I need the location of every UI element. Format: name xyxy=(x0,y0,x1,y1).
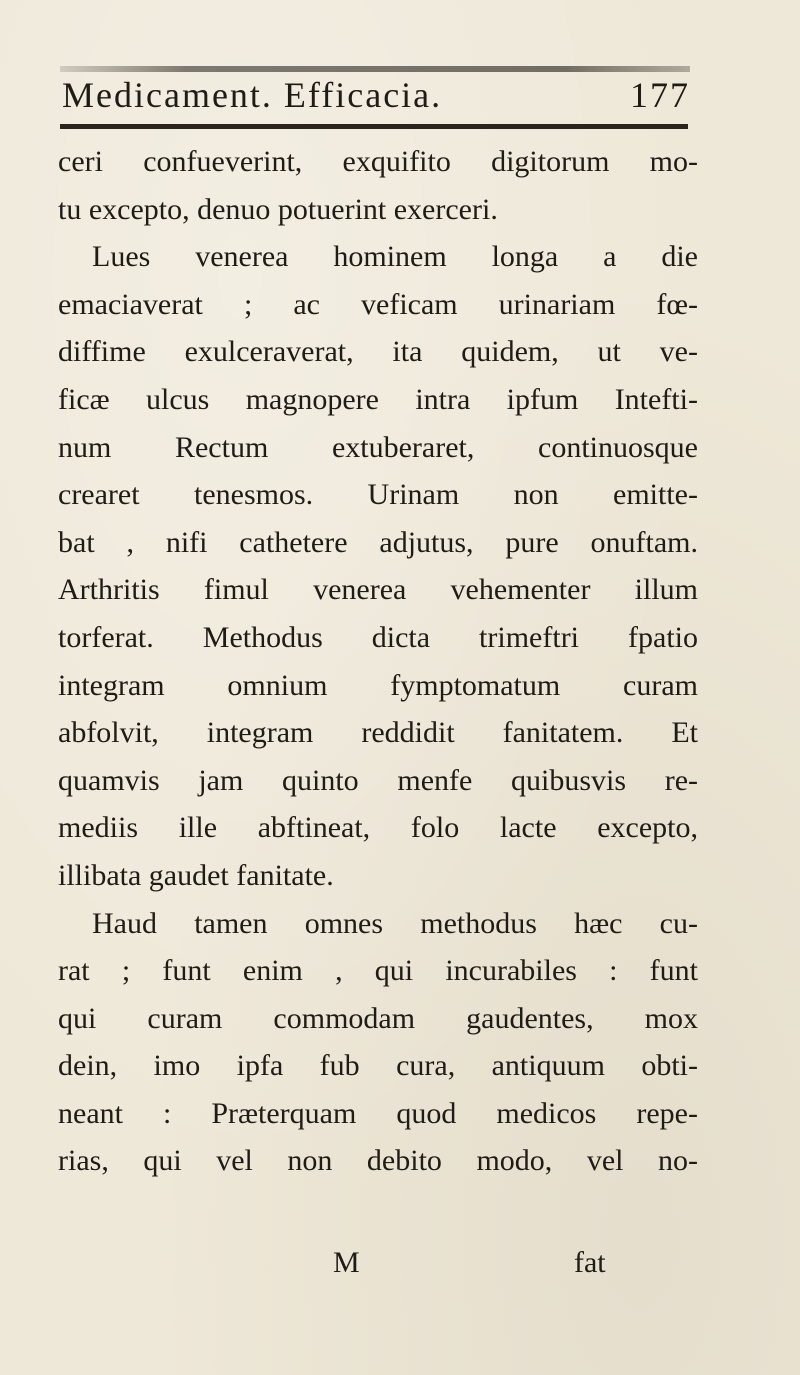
paragraph-end-line: illibata gaudet fanitate. xyxy=(58,858,334,892)
catchword: fat xyxy=(574,1246,606,1279)
text-line: integram omnium fymptomatum curam xyxy=(58,668,698,702)
text-line: diffime exulceraverat, ita quidem, ut ve- xyxy=(58,335,698,369)
text-line: abfolvit, integram reddidit fanitatem. Et xyxy=(58,716,698,750)
text-line: bat , nifi cathetere adjutus, pure onuftam. xyxy=(58,525,698,559)
text-line: rat ; funt enim , qui incurabiles : funt xyxy=(58,954,698,988)
paragraph-start-line: Lues venerea hominem longa a die xyxy=(92,240,698,274)
text-line: dein, imo ipfa fub cura, antiquum obti- xyxy=(58,1049,698,1083)
signature-mark: M xyxy=(333,1246,360,1279)
text-line: emaciaverat ; ac veficam urinariam fœ- xyxy=(58,287,698,321)
top-decorative-rule xyxy=(60,66,690,72)
text-line: ceri confueverint, exquifito digitorum mo- xyxy=(58,145,698,178)
header-rule xyxy=(60,124,688,129)
text-line: Arthritis fimul venerea vehementer illum xyxy=(58,573,698,607)
body-text xyxy=(58,138,698,1185)
text-line: tu excepto, denuo potuerint exerceri. xyxy=(58,192,498,226)
text-line: crearet tenesmos. Urinam non emitte- xyxy=(58,478,698,512)
text-line: mediis ille abftineat, folo lacte excepto, xyxy=(58,811,698,845)
text-line: quamvis jam quinto menfe quibusvis re- xyxy=(58,763,698,797)
text-line: torferat. Methodus dicta trimeftri fpatio xyxy=(58,620,698,654)
text-line: num Rectum extuberaret, continuosque xyxy=(58,430,698,464)
text-line: ficæ ulcus magnopere intra ipfum Intefti- xyxy=(58,382,698,416)
running-title: Medicament. Efficacia. xyxy=(62,75,443,115)
text-line: rias, qui vel non debito modo, vel no- xyxy=(58,1144,698,1178)
page-footer xyxy=(0,1246,800,1296)
page-number: 177 xyxy=(630,75,690,115)
paragraph-start-line: Haud tamen omnes methodus hæc cu- xyxy=(92,906,698,940)
text-line: qui curam commodam gaudentes, mox xyxy=(58,1001,698,1035)
text-line: neant : Præterquam quod medicos repe- xyxy=(58,1096,698,1130)
